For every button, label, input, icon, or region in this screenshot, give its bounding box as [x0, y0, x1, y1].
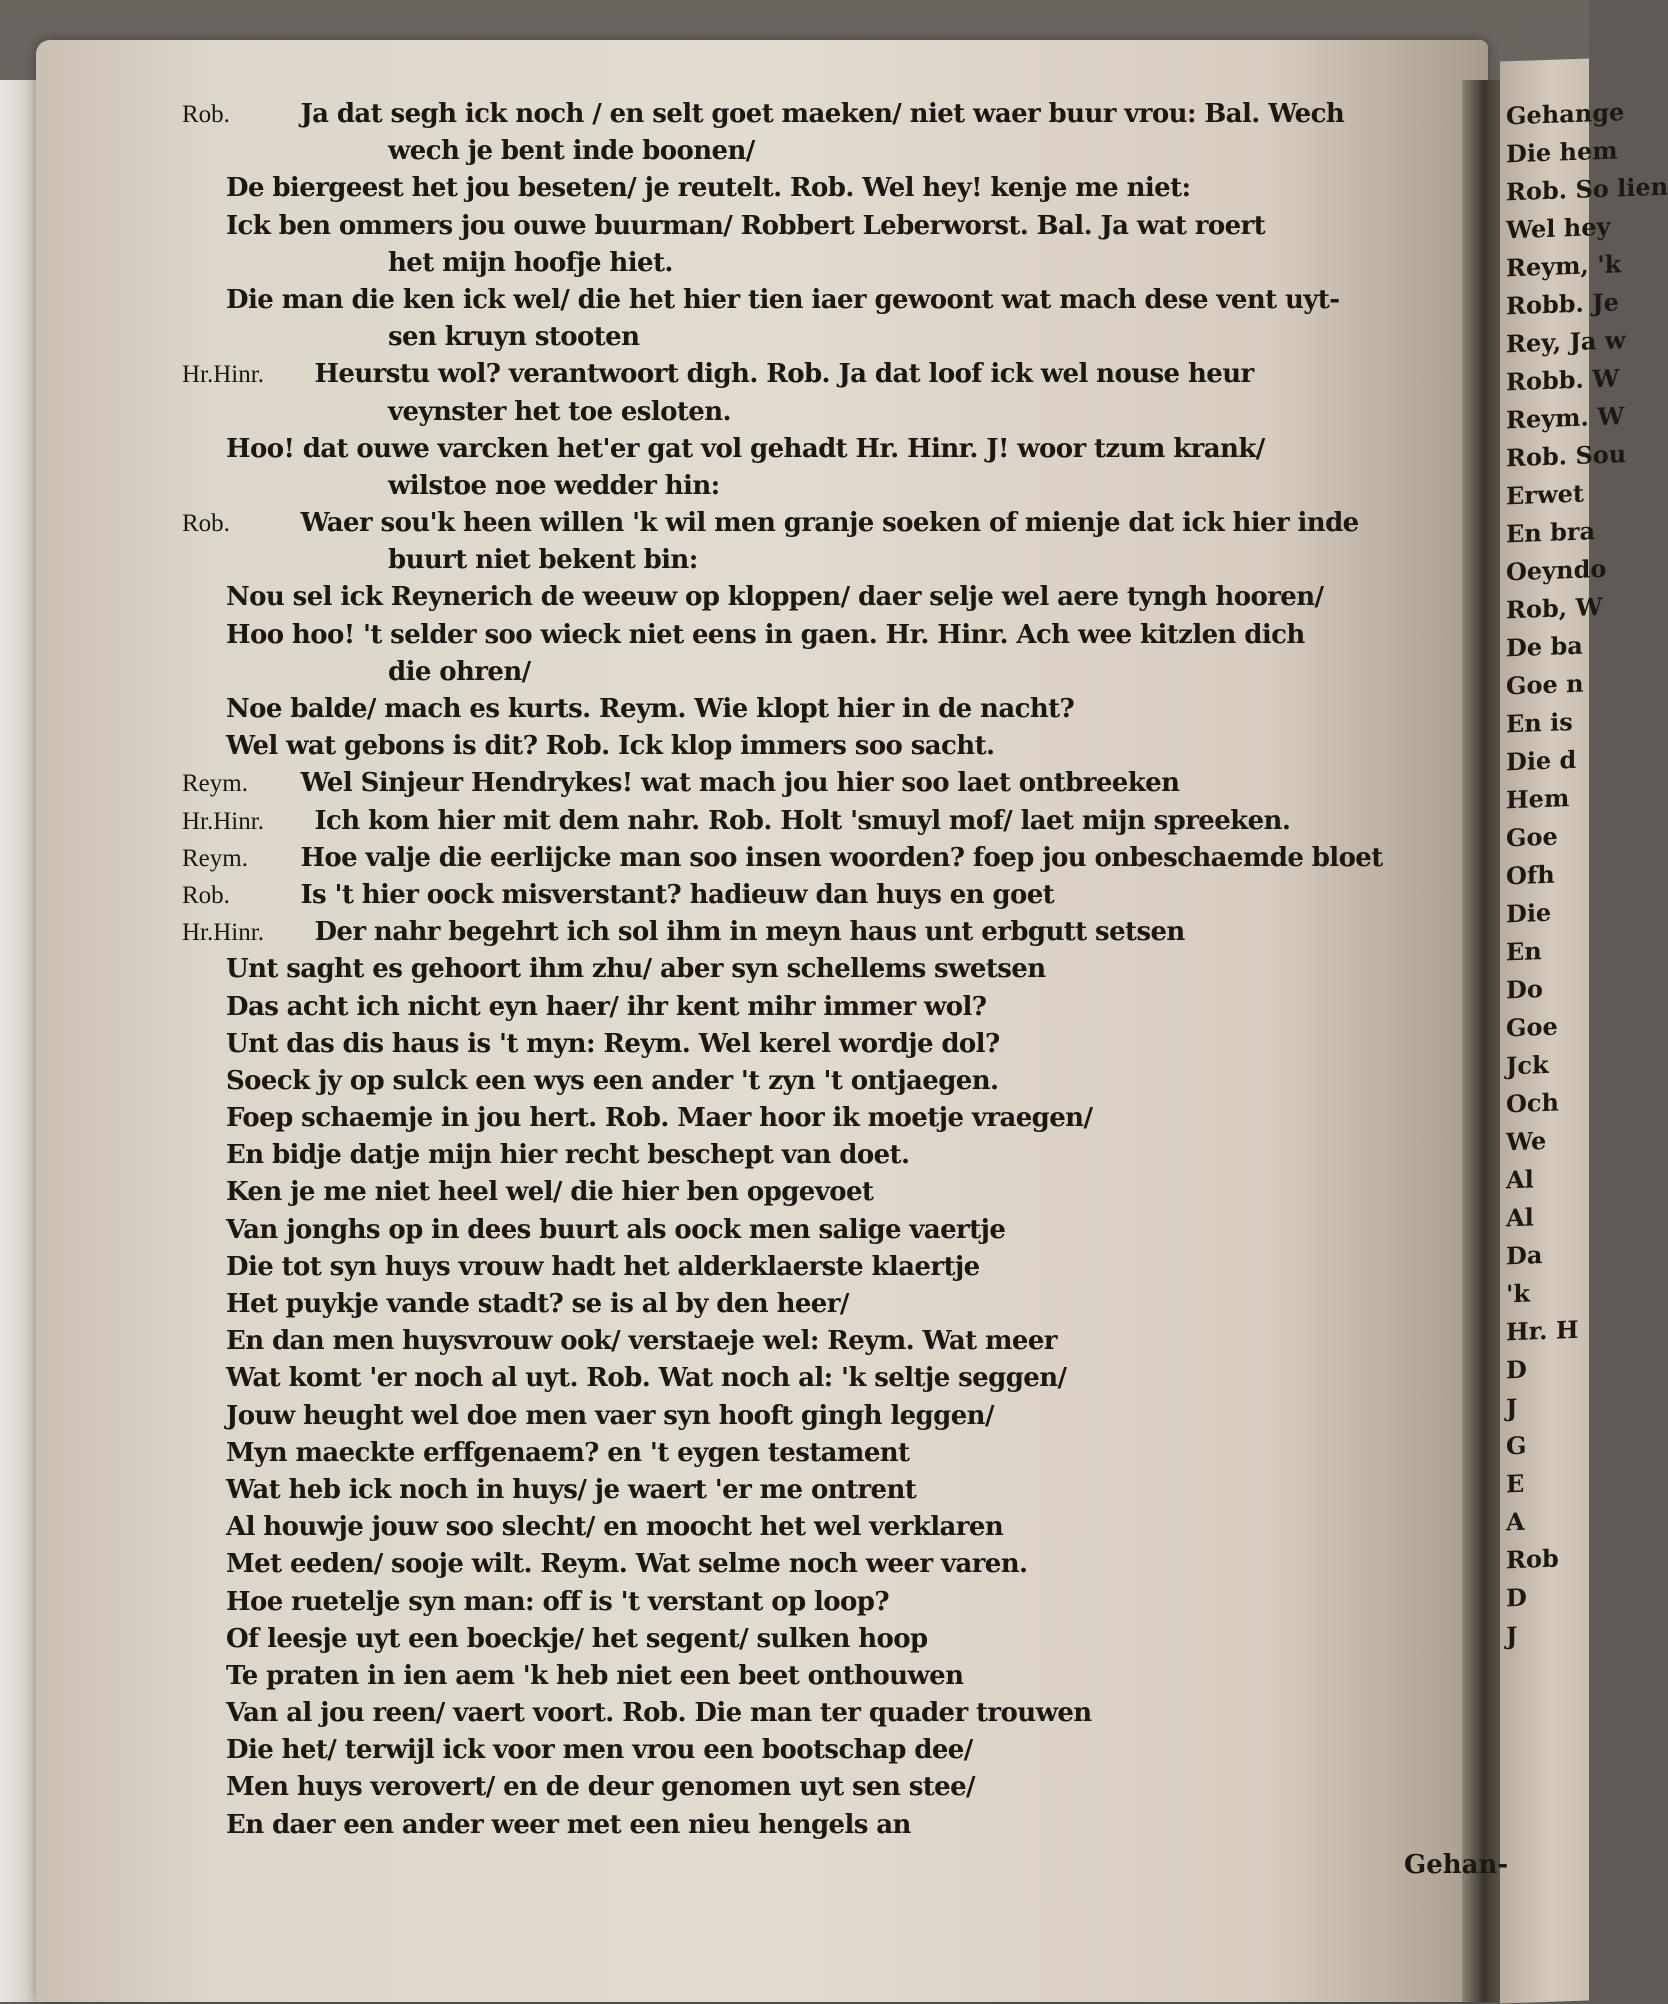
text-line — [226, 1323, 1456, 1360]
text-line — [226, 654, 1456, 691]
text-line — [226, 431, 1456, 468]
facing-page-line: A — [1506, 1506, 1525, 1537]
text-line — [226, 1732, 1456, 1769]
text-line — [182, 505, 1456, 542]
facing-page-line: J — [1506, 1392, 1518, 1423]
text-line — [226, 1658, 1456, 1695]
line-text: Das acht ich nicht eyn haer/ ihr kent mihr immer wol? — [226, 991, 987, 1022]
facing-page-line: Wel hey — [1506, 211, 1611, 245]
line-text: En bidje datje mijn hier recht beschept van doet. — [226, 1140, 910, 1171]
facing-page-line: Goe n — [1506, 668, 1584, 701]
text-line — [226, 1360, 1456, 1397]
text-line — [182, 765, 1456, 802]
facing-page-line: Die — [1506, 897, 1552, 929]
text-line — [226, 691, 1456, 728]
line-text: Ick ben ommers jou ouwe buurman/ Robbert Leberworst. Bal. Ja wat roert — [226, 210, 1266, 241]
facing-page-line: Robb. W — [1506, 363, 1620, 397]
text-line — [226, 170, 1456, 207]
facing-page-line: Da — [1506, 1240, 1543, 1271]
facing-page-line: De ba — [1506, 630, 1583, 663]
line-text: veynster het toe esloten. — [388, 396, 731, 427]
line-text: En dan men huysvrouw ook/ verstaeje wel: Reym. Wat meer — [226, 1326, 1057, 1357]
line-text: Foep schaemje in jou hert. Rob. Maer hoor ik moetje vraegen/ — [226, 1103, 1093, 1134]
text-line — [226, 1398, 1456, 1435]
text-line — [182, 877, 1456, 914]
facing-page-line: D — [1506, 1582, 1527, 1613]
text-line — [226, 1621, 1456, 1658]
line-text: buurt niet bekent bin: — [388, 545, 698, 576]
line-text: Van al jou reen/ vaert voort. Rob. Die man ter quader trouwen — [226, 1698, 1092, 1729]
text-line — [226, 1212, 1456, 1249]
facing-page-line: Reym. W — [1506, 401, 1625, 435]
line-text: het mijn hoofje hiet. — [388, 247, 673, 278]
facing-page-line: En is — [1506, 707, 1573, 739]
text-line — [226, 1249, 1456, 1286]
speaker-label: Hr.Hinr. — [182, 807, 264, 835]
line-text: Wel Sinjeur Hendrykes! wat mach jou hier soo laet ontbreeken — [300, 768, 1180, 799]
text-line — [226, 617, 1456, 654]
text-line — [226, 1695, 1456, 1732]
facing-page-line: J — [1506, 1620, 1518, 1651]
line-text: Met eeden/ sooje wilt. Reym. Wat selme noch weer varen. — [226, 1549, 1028, 1580]
text-line — [226, 1472, 1456, 1509]
line-text: Die het/ terwijl ick voor men vrou een bootschap dee/ — [226, 1735, 973, 1766]
text-line — [226, 728, 1456, 765]
text-line — [226, 1174, 1456, 1211]
facing-page-line: G — [1506, 1430, 1527, 1461]
line-text: Nou sel ick Reynerich de weeuw op kloppen/ daer selje wel aere tyngh hooren/ — [226, 582, 1324, 613]
text-line — [226, 1584, 1456, 1621]
text-line — [226, 989, 1456, 1026]
speaker-label: Rob. — [182, 101, 230, 128]
text-line — [226, 208, 1456, 245]
line-text: Van jonghs op in dees buurt als oock men salige vaertje — [226, 1214, 1006, 1245]
facing-page-line: Rob, W — [1506, 591, 1603, 625]
facing-page-line: Erwet — [1506, 478, 1584, 511]
line-text: Unt das dis haus is 't myn: Reym. Wel kerel wordje dol? — [226, 1028, 1000, 1059]
facing-page-line: Die hem — [1506, 135, 1618, 169]
line-text: wech je bent inde boonen/ — [388, 136, 755, 167]
line-text: Noe balde/ mach es kurts. Reym. Wie klopt hier in de nacht? — [226, 694, 1075, 724]
speaker-label: Hr.Hinr. — [182, 919, 264, 947]
facing-page-line: D — [1506, 1354, 1527, 1385]
facing-page-line: Goe — [1506, 1011, 1558, 1043]
text-line — [226, 1137, 1456, 1174]
text-line — [226, 542, 1456, 579]
line-text: Die man die ken ick wel/ die het hier tien iaer gewoont wat mach dese vent uyt- — [226, 284, 1340, 315]
text-line — [226, 468, 1456, 505]
facing-page-line: Rob. So lien — [1506, 171, 1668, 207]
facing-page-line: Rob — [1506, 1543, 1559, 1575]
line-text: En daer een ander weer met een nieu hengels an — [226, 1809, 911, 1840]
text-line — [226, 133, 1456, 170]
facing-page-line: Ofh — [1506, 859, 1555, 891]
facing-page-line: Al — [1506, 1202, 1534, 1233]
text-line — [226, 1100, 1456, 1137]
line-text: die ohren/ — [388, 656, 531, 687]
line-text: sen kruyn stooten — [388, 322, 640, 353]
line-text: Wat heb ick noch in huys/ je waert 'er me ontrent — [226, 1474, 917, 1505]
page-text — [182, 96, 1456, 1844]
text-line — [226, 1807, 1456, 1844]
text-line — [226, 319, 1456, 356]
facing-page-line: 'k — [1506, 1278, 1530, 1309]
line-text: Myn maeckte erffgenaem? en 't eygen testament — [226, 1437, 910, 1468]
speaker-label: Rob. — [182, 510, 230, 538]
line-text: Is 't hier oock misverstant? hadieuw dan huys en goet — [300, 879, 1055, 910]
text-line — [226, 245, 1456, 282]
text-line — [226, 1546, 1456, 1583]
text-line — [226, 282, 1456, 319]
facing-page-line: Oeyndo — [1506, 553, 1607, 587]
facing-page-line: Die d — [1506, 744, 1577, 777]
line-text: Wat komt 'er noch al uyt. Rob. Wat noch al: 'k seltje seggen/ — [226, 1363, 1067, 1394]
text-line — [226, 1509, 1456, 1546]
text-line — [182, 803, 1456, 840]
facing-page-line: Jck — [1506, 1049, 1549, 1081]
line-text: Die tot syn huys vrouw hadt het alderklaerste klaertje — [226, 1251, 980, 1282]
line-text: Of leesje uyt een boeckje/ het segent/ sulken hoop — [226, 1623, 928, 1654]
line-text: Soeck jy op sulck een wys een ander 't zyn 't ontjaegen. — [226, 1065, 999, 1096]
facing-page-line: Do — [1506, 974, 1543, 1005]
line-text: Hoe ruetelje syn man: off is 't verstant op loop? — [226, 1586, 889, 1617]
line-text: Men huys verovert/ en de deur genomen uyt sen stee/ — [226, 1772, 975, 1803]
speaker-label: Rob. — [182, 881, 230, 909]
speaker-label: Reym. — [182, 844, 248, 872]
facing-page-line: Al — [1506, 1164, 1534, 1195]
line-text: Ken je me niet heel wel/ die hier ben opgevoet — [226, 1177, 874, 1208]
line-text: Der nahr begehrt ich sol ihm in meyn haus unt erbgutt setsen — [314, 917, 1185, 948]
facing-page-line: Robb. Je — [1506, 287, 1619, 321]
speaker-label: Hr.Hinr. — [182, 361, 264, 389]
facing-page-line: Gehange — [1506, 97, 1625, 131]
facing-page-line: En bra — [1506, 516, 1596, 549]
line-text: Te praten in ien aem 'k heb niet een beet onthouwen — [226, 1660, 964, 1691]
facing-page-line: Goe — [1506, 821, 1558, 853]
catchword: Gehan- — [1404, 1850, 1509, 1880]
facing-page-fragment — [1500, 58, 1668, 2003]
line-text: Jouw heught wel doe men vaer syn hooft gingh leggen/ — [226, 1400, 994, 1431]
line-text: Hoo hoo! 't selder soo wieck niet eens in gaen. Hr. Hinr. Ach wee kitzlen dich — [226, 619, 1305, 650]
line-text: Ich kom hier mit dem nahr. Rob. Holt 'smuyl mof/ laet mijn spreeken. — [314, 805, 1291, 836]
text-line — [182, 914, 1456, 951]
line-text: Wel wat gebons is dit? Rob. Ick klop immers soo sacht. — [226, 731, 995, 762]
text-line — [226, 951, 1456, 988]
facing-page-line: Rey, Ja w — [1506, 325, 1626, 359]
text-line — [226, 1063, 1456, 1100]
text-line — [226, 394, 1456, 431]
facing-page-line: Hr. H — [1506, 1314, 1579, 1347]
facing-page-line: Och — [1506, 1087, 1559, 1119]
line-text: Hoo! dat ouwe varcken het'er gat vol gehadt Hr. Hinr. J! woor tzum krank/ — [226, 433, 1265, 464]
text-line — [226, 1286, 1456, 1323]
text-line — [226, 1435, 1456, 1472]
text-line — [226, 1769, 1456, 1806]
facing-page-line: Reym, 'k — [1506, 249, 1622, 283]
line-text: Waer sou'k heen willen 'k wil men granje soeken of mienje dat ick hier inde — [300, 508, 1359, 539]
facing-page-line: En — [1506, 936, 1542, 967]
line-text: Heurstu wol? verantwoort digh. Rob. Ja dat loof ick wel nouse heur — [314, 359, 1254, 390]
line-text: Het puykje vande stadt? se is al by den heer/ — [226, 1289, 849, 1319]
facing-page-line: Hem — [1506, 783, 1570, 815]
text-line — [182, 356, 1456, 393]
line-text: Al houwje jouw soo slecht/ en moocht het wel verklaren — [226, 1512, 1004, 1543]
line-text: wilstoe noe wedder hin: — [388, 470, 720, 501]
left-page-edge — [0, 80, 40, 2002]
facing-page-line: Rob. Sou — [1506, 439, 1627, 473]
line-text: Ja dat segh ick noch / en selt goet maeken/ niet waer buur vrou: Bal. Wech — [300, 99, 1345, 129]
text-line — [226, 1026, 1456, 1063]
text-line — [182, 840, 1456, 877]
text-line — [182, 96, 1456, 133]
text-line — [226, 579, 1456, 616]
line-text: De biergeest het jou beseten/ je reutelt. Rob. Wel hey! kenje me niet: — [226, 173, 1191, 204]
facing-page-line: We — [1506, 1125, 1547, 1157]
facing-page-line: E — [1506, 1468, 1525, 1499]
speaker-label: Reym. — [182, 770, 248, 798]
line-text: Hoe valje die eerlijcke man soo insen woorden? foep jou onbeschaemde bloet — [300, 842, 1383, 873]
line-text: Unt saght es gehoort ihm zhu/ aber syn schellems swetsen — [226, 954, 1046, 985]
